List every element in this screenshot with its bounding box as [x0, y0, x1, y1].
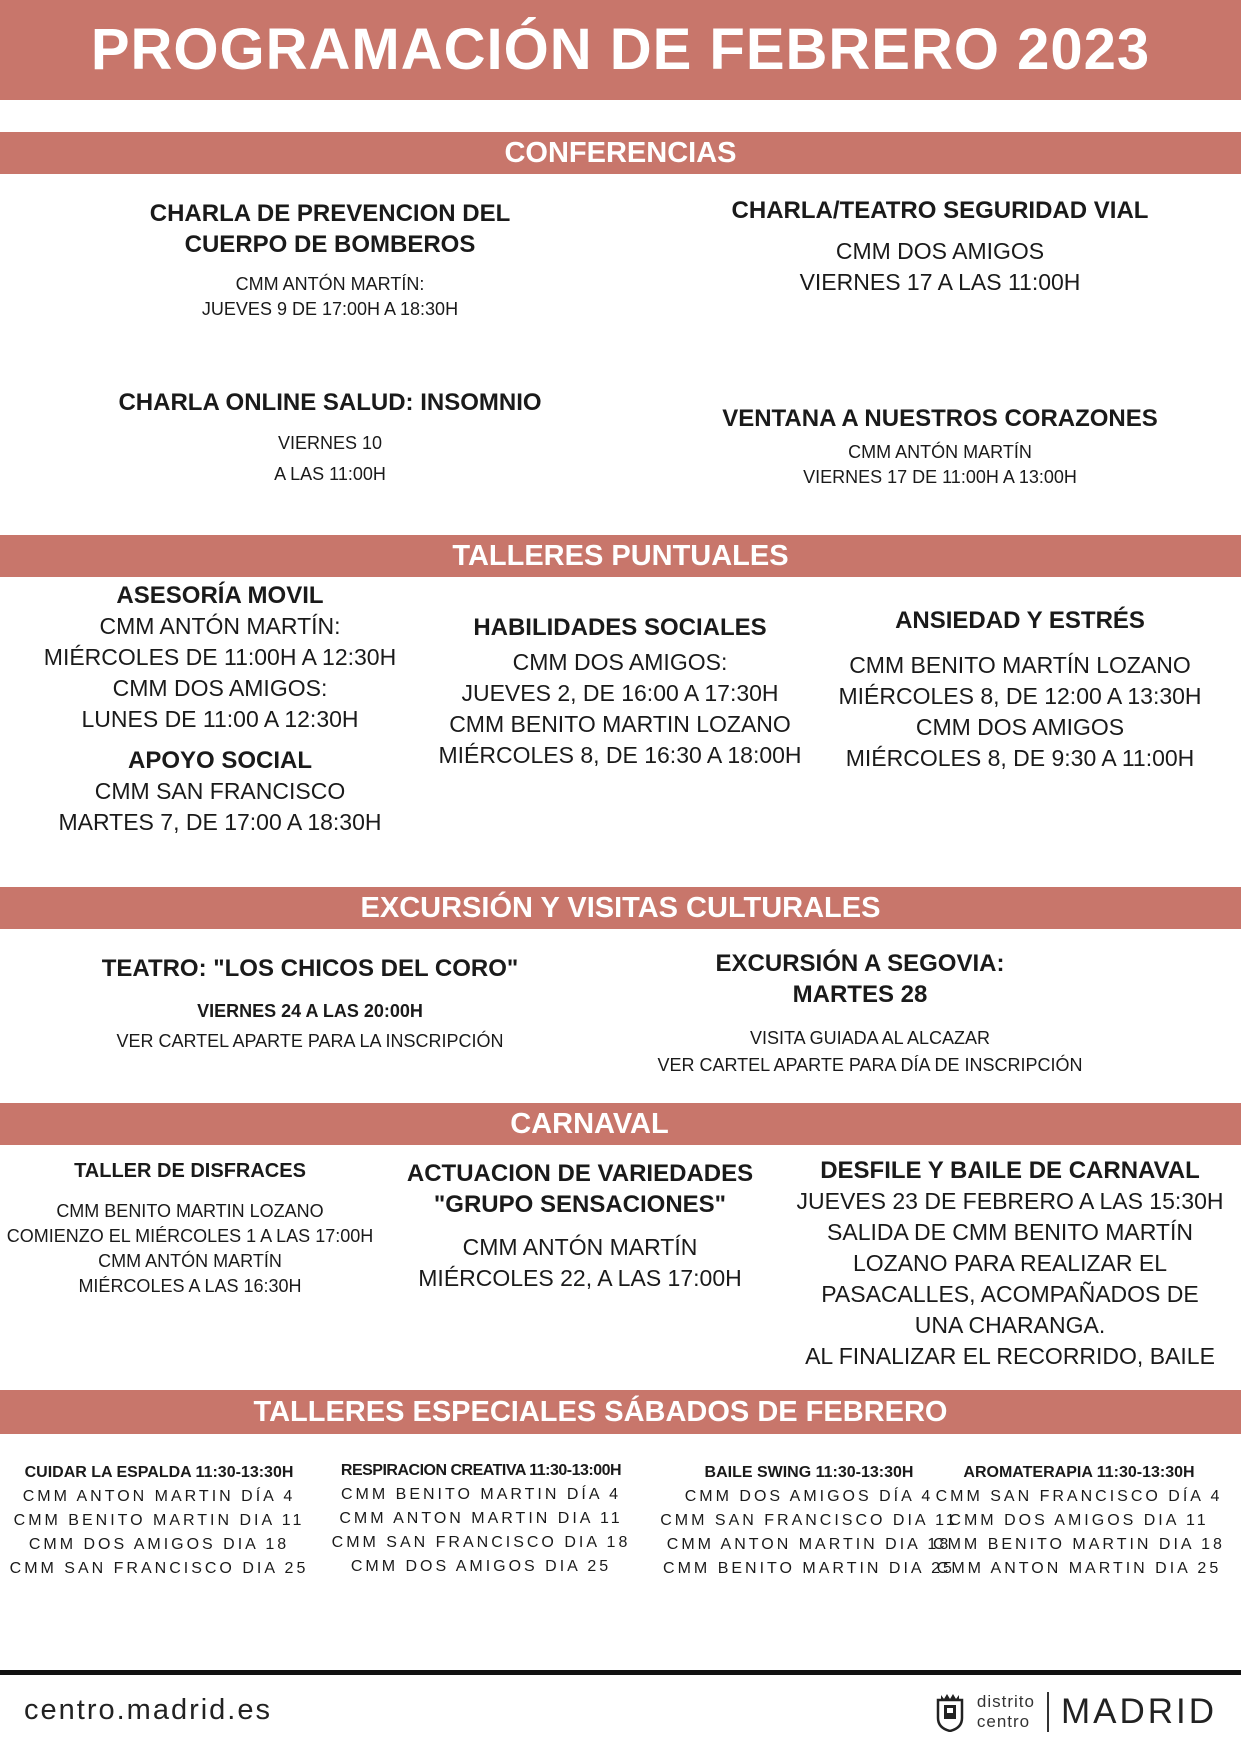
workshop-session: CMM SAN FRANCISCO DIA 11: [660, 1512, 958, 1529]
workshop-session: CMM BENITO MARTIN DIA 18: [933, 1536, 1225, 1553]
event-description: SALIDA DE CMM BENITO MARTÍN: [827, 1219, 1193, 1245]
event-note: VER CARTEL APARTE PARA LA INSCRIPCIÓN: [116, 1031, 504, 1051]
event-location: CMM ANTÓN MARTÍN: [848, 442, 1032, 462]
event-title: APOYO SOCIAL: [127, 747, 313, 774]
madrid-coat-of-arms-icon: [935, 1692, 965, 1732]
footer-website-link[interactable]: centro.madrid.es: [24, 1694, 272, 1726]
workshop-title: AROMATERAPIA 11:30-13:30H: [963, 1464, 1195, 1481]
taller-habilidades-sociales: [420, 612, 820, 771]
event-description: PASACALLES, ACOMPAÑADOS DE: [821, 1281, 1199, 1307]
event-location: CMM DOS AMIGOS: [915, 714, 1125, 740]
event-title: CHARLA ONLINE SALUD: INSOMNIO: [118, 389, 542, 416]
workshop-session: CMM ANTON MARTIN DIA 25: [936, 1560, 1222, 1577]
page-title: PROGRAMACIÓN DE FEBRERO 2023: [90, 17, 1151, 82]
event-note: VER CARTEL APARTE PARA DÍA DE INSCRIPCIÓN: [657, 1055, 1083, 1075]
workshop-session: CMM DOS AMIGOS DÍA 4: [684, 1488, 934, 1505]
event-date: VIERNES 10: [277, 433, 383, 453]
event-title: "GRUPO SENSACIONES": [433, 1191, 727, 1218]
event-date: MARTES 28: [792, 981, 928, 1008]
event-title: TEATRO: "LOS CHICOS DEL CORO": [101, 955, 519, 982]
event-title: CHARLA DE PREVENCION DEL: [149, 200, 511, 227]
event-title: CHARLA/TEATRO SEGURIDAD VIAL: [731, 197, 1149, 224]
event-time: VIERNES 17 DE 11:00H A 13:00H: [803, 467, 1077, 487]
event-time: MIÉRCOLES 8, DE 9:30 A 11:00H: [845, 745, 1195, 771]
event-title: HABILIDADES SOCIALES: [473, 614, 767, 641]
event-time: MARTES 7, DE 17:00 A 18:30H: [58, 809, 382, 835]
event-location: CMM ANTÓN MARTÍN:: [235, 274, 425, 294]
conferencia-corazones: [700, 403, 1180, 490]
section-header-excursion: EXCURSIÓN Y VISITAS CULTURALES: [0, 887, 1241, 929]
workshop-aromaterapia: [920, 1461, 1238, 1581]
event-time: A LAS 11:00H: [274, 464, 386, 484]
workshop-session: CMM DOS AMIGOS DIA 25: [350, 1558, 612, 1575]
event-time: VIERNES 24 A LAS 20:00H: [197, 1001, 423, 1021]
conferencia-seguridad-vial: [700, 195, 1180, 298]
event-time: JUEVES 2, DE 16:00 A 17:30H: [461, 680, 779, 706]
event-time: MIÉRCOLES A LAS 16:30H: [78, 1276, 302, 1296]
event-location: CMM DOS AMIGOS: [835, 238, 1045, 264]
event-location: CMM ANTÓN MARTÍN: [462, 1234, 698, 1260]
excursion-segovia-details: [620, 1025, 1120, 1079]
title-banner: [0, 0, 1241, 100]
event-location: CMM BENITO MARTÍN LOZANO: [849, 652, 1191, 678]
distrito-centro-label: [977, 1692, 1035, 1732]
event-time: MIÉRCOLES 8, DE 12:00 A 13:30H: [838, 683, 1202, 709]
carnaval-variedades: [380, 1158, 780, 1294]
section-header-talleres-puntuales: TALLERES PUNTUALES: [0, 535, 1241, 577]
workshop-session: CMM DOS AMIGOS DIA 18: [28, 1536, 290, 1553]
carnaval-taller-disfraces: [0, 1157, 380, 1299]
workshop-session: CMM ANTON MARTIN DIA 11: [339, 1510, 623, 1527]
event-location: CMM BENITO MARTIN LOZANO: [56, 1201, 324, 1221]
event-title: ACTUACION DE VARIEDADES: [406, 1160, 754, 1187]
madrid-wordmark: MADRID: [1060, 1692, 1217, 1731]
event-location: CMM ANTÓN MARTÍN: [98, 1251, 282, 1271]
event-time: MIÉRCOLES 22, A LAS 17:00H: [418, 1265, 742, 1291]
workshop-cuidar-espalda: [0, 1461, 318, 1581]
workshop-title: CUIDAR LA ESPALDA 11:30-13:30H: [24, 1464, 294, 1481]
event-title: ANSIEDAD Y ESTRÉS: [895, 607, 1145, 634]
workshop-session: CMM SAN FRANCISCO DÍA 4: [935, 1488, 1223, 1505]
event-title: EXCURSIÓN A SEGOVIA:: [715, 950, 1005, 977]
workshop-session: CMM DOS AMIGOS DIA 11: [949, 1512, 1209, 1529]
event-location: CMM SAN FRANCISCO: [94, 778, 346, 804]
event-location: CMM DOS AMIGOS:: [512, 649, 728, 675]
event-title: TALLER DE DISFRACES: [74, 1160, 306, 1182]
ayuntamiento-logo: [935, 1688, 1217, 1736]
event-time: VIERNES 17 A LAS 11:00H: [799, 269, 1081, 295]
workshop-title: BAILE SWING 11:30-13:30H: [704, 1464, 914, 1481]
excursion-segovia: [610, 948, 1110, 1010]
conferencia-bomberos: [110, 198, 550, 322]
event-description: VISITA GUIADA AL ALCAZAR: [749, 1028, 991, 1048]
event-title: DESFILE Y BAILE DE CARNAVAL: [820, 1157, 1200, 1184]
logo-separator: [1047, 1692, 1049, 1732]
conferencia-insomnio: [80, 387, 580, 490]
section-header-conferencias: CONFERENCIAS: [0, 132, 1241, 174]
event-time: LUNES DE 11:00 A 12:30H: [81, 706, 359, 732]
event-title: VENTANA A NUESTROS CORAZONES: [722, 405, 1158, 432]
event-description: AL FINALIZAR EL RECORRIDO, BAILE: [805, 1343, 1215, 1369]
event-description: LOZANO PARA REALIZAR EL: [852, 1250, 1167, 1276]
distrito-text: distrito: [976, 1692, 1035, 1711]
workshop-session: CMM SAN FRANCISCO DIA 25: [9, 1560, 309, 1577]
footer-divider: [0, 1670, 1241, 1675]
event-title: ASESORÍA MOVIL: [116, 582, 324, 609]
workshop-session: CMM ANTON MARTIN DIA 18: [666, 1536, 952, 1553]
taller-apoyo-social: [20, 745, 420, 838]
event-description: UNA CHARANGA.: [914, 1312, 1106, 1338]
workshop-session: CMM BENITO MARTIN DÍA 4: [341, 1486, 621, 1503]
taller-ansiedad-estres: [820, 605, 1220, 774]
section-header-carnaval: CARNAVAL: [0, 1103, 1241, 1145]
section-header-sabados: TALLERES ESPECIALES SÁBADOS DE FEBRERO: [0, 1390, 1241, 1434]
event-time: COMIENZO EL MIÉRCOLES 1 A LAS 17:00H: [6, 1226, 374, 1246]
taller-asesoria-movil: [20, 580, 420, 735]
workshop-session: CMM SAN FRANCISCO DIA 18: [331, 1534, 631, 1551]
event-time: JUEVES 23 DE FEBRERO A LAS 15:30H: [796, 1188, 1224, 1214]
event-location: CMM DOS AMIGOS:: [112, 675, 328, 701]
centro-text: centro: [976, 1712, 1031, 1731]
workshop-session: CMM BENITO MARTIN DIA 25: [663, 1560, 955, 1577]
event-time: MIÉRCOLES 8, DE 16:30 A 18:00H: [438, 742, 802, 768]
workshop-session: CMM BENITO MARTIN DIA 11: [13, 1512, 305, 1529]
event-location: CMM ANTÓN MARTÍN:: [99, 613, 341, 639]
event-time: MIÉRCOLES DE 11:00H A 12:30H: [43, 644, 397, 670]
event-time: JUEVES 9 DE 17:00H A 18:30H: [201, 299, 459, 319]
event-location: CMM BENITO MARTIN LOZANO: [449, 711, 791, 737]
workshop-respiracion-creativa: [322, 1459, 640, 1579]
workshop-title: RESPIRACION CREATIVA 11:30-13:00H: [340, 1462, 622, 1479]
event-title: CUERPO DE BOMBEROS: [184, 231, 476, 258]
carnaval-desfile: [780, 1155, 1240, 1372]
excursion-teatro: [60, 953, 560, 1058]
workshop-session: CMM ANTON MARTIN DÍA 4: [22, 1488, 296, 1505]
